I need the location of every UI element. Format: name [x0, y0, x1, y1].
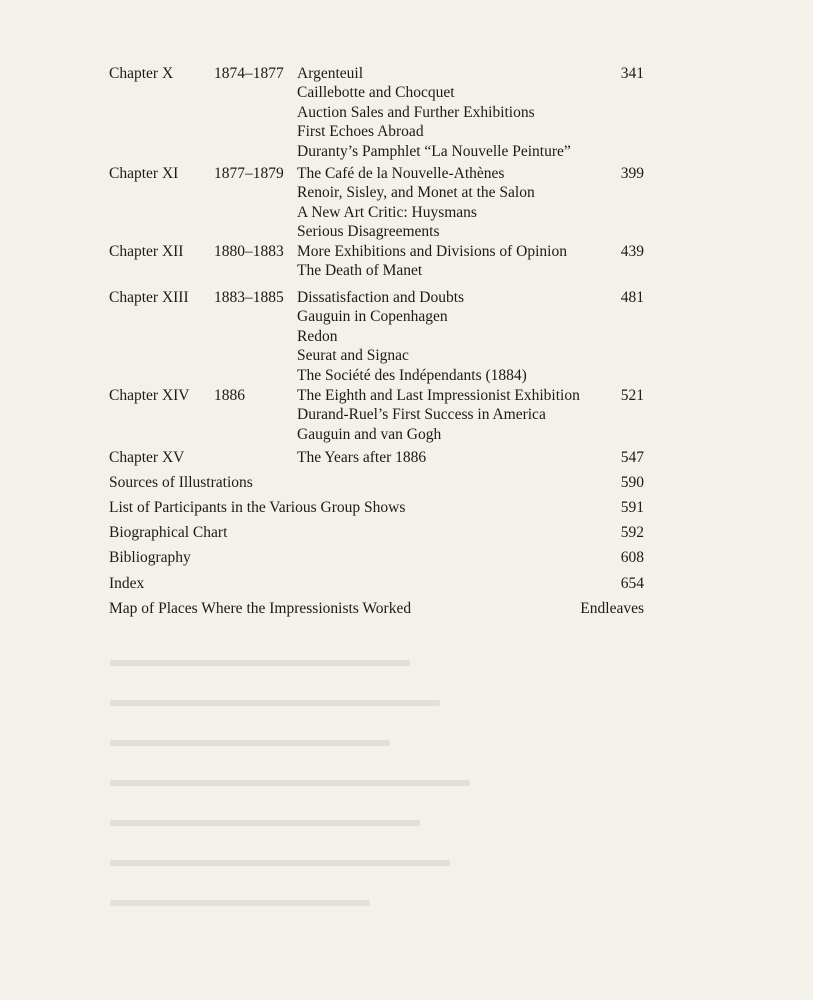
- chapter-number: Chapter X: [109, 65, 174, 82]
- chapter-sections: [297, 448, 426, 467]
- chapter-sections: [297, 64, 571, 161]
- chapter-years: 1877–1879: [214, 165, 284, 182]
- chapter-years: 1886: [214, 387, 245, 404]
- back-matter-label: List of Participants in the Various Group Shows: [109, 499, 406, 516]
- section-title: Durand-Ruel’s First Success in America: [297, 406, 546, 424]
- section-title: Gauguin in Copenhagen: [297, 308, 448, 326]
- chapter-entry: [0, 164, 813, 242]
- chapter-number: Chapter XIV: [109, 387, 190, 404]
- back-matter-label: Bibliography: [109, 549, 191, 566]
- section-title: Redon: [297, 327, 338, 345]
- section-title: Argenteuil: [297, 65, 364, 82]
- page-number: 439: [620, 243, 644, 260]
- back-matter-label: Biographical Chart: [109, 524, 228, 541]
- section-title: The Death of Manet: [297, 262, 423, 280]
- page-number: Endleaves: [580, 600, 644, 617]
- chapter-sections: [297, 164, 535, 242]
- page-number: 481: [620, 289, 644, 306]
- back-matter-entry: [0, 548, 813, 567]
- chapter-entry: [0, 386, 813, 444]
- page-number: 592: [620, 524, 644, 541]
- section-title: The Café de la Nouvelle-Athènes: [297, 165, 505, 182]
- chapter-sections: [297, 288, 527, 385]
- section-title: The Eighth and Last Impressionist Exhibition: [297, 387, 580, 404]
- section-title: Seurat and Signac: [297, 347, 409, 365]
- section-title: The Years after 1886: [297, 449, 427, 466]
- page-number: 341: [620, 65, 644, 82]
- section-title: First Echoes Abroad: [297, 123, 424, 141]
- section-title: Dissatisfaction and Doubts: [297, 289, 465, 306]
- section-title: More Exhibitions and Divisions of Opinion: [297, 243, 567, 260]
- page-number: 521: [620, 387, 644, 404]
- chapter-number: Chapter XIII: [109, 289, 189, 306]
- back-matter-label: Index: [109, 575, 145, 592]
- chapter-entry: [0, 64, 813, 161]
- section-title: Renoir, Sisley, and Monet at the Salon: [297, 184, 535, 202]
- back-matter-label: Sources of Illustrations: [109, 474, 253, 491]
- section-title: Duranty’s Pamphlet “La Nouvelle Peinture”: [297, 142, 571, 160]
- chapter-entry: [0, 448, 813, 467]
- section-title: A New Art Critic: Huysmans: [297, 203, 477, 221]
- back-matter-entry: [0, 574, 813, 593]
- chapter-sections: [297, 242, 567, 281]
- back-matter-entry: [0, 599, 813, 618]
- section-title: Auction Sales and Further Exhibitions: [297, 103, 535, 121]
- back-matter-entry: [0, 498, 813, 517]
- page-number: 654: [620, 575, 644, 592]
- chapter-years: 1883–1885: [214, 289, 284, 306]
- chapter-number: Chapter XV: [109, 449, 185, 466]
- section-title: Serious Disagreements: [297, 223, 440, 241]
- page-number: 591: [620, 499, 644, 516]
- back-matter-entry: [0, 473, 813, 492]
- chapter-sections: [297, 386, 580, 444]
- page-number: 399: [620, 165, 644, 182]
- chapter-entry: [0, 288, 813, 385]
- back-matter-label: Map of Places Where the Impressionists Worked: [109, 600, 412, 617]
- chapter-number: Chapter XII: [109, 243, 184, 260]
- section-title: The Société des Indépendants (1884): [297, 366, 527, 384]
- chapter-years: 1874–1877: [214, 65, 284, 82]
- page-number: 590: [620, 474, 644, 491]
- section-title: Gauguin and van Gogh: [297, 425, 442, 443]
- chapter-number: Chapter XI: [109, 165, 179, 182]
- page-number: 608: [620, 549, 644, 566]
- back-matter-entry: [0, 523, 813, 542]
- chapter-years: 1880–1883: [214, 243, 284, 260]
- chapter-entry: [0, 242, 813, 281]
- section-title: Caillebotte and Chocquet: [297, 84, 455, 102]
- page-number: 547: [620, 449, 644, 466]
